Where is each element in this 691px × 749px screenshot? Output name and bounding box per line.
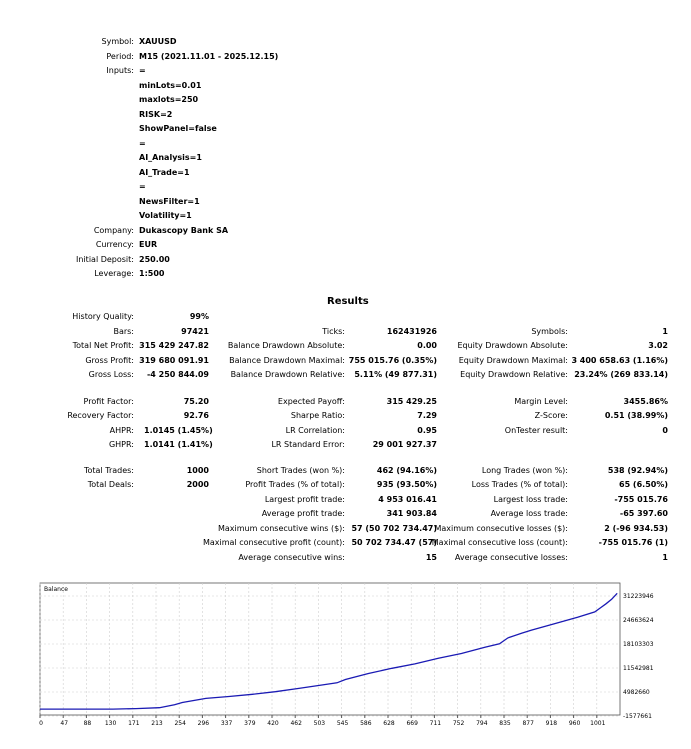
y-axis xyxy=(623,593,654,720)
stat-value: 538 (92.94%) xyxy=(607,466,668,475)
stat-label: Maximal consecutive loss (count): xyxy=(431,538,568,547)
stat-label: Bars: xyxy=(113,327,134,336)
stat-value: 0.95 xyxy=(417,426,437,435)
currency-value: EUR xyxy=(139,240,158,249)
stat-label: Equity Drawdown Absolute: xyxy=(457,341,568,350)
stat-label: Total Deals: xyxy=(87,480,134,489)
period-value: M15 (2021.11.01 - 2025.12.15) xyxy=(139,52,279,61)
stat-value: -755 015.76 (1) xyxy=(598,538,668,547)
stat-label: Equity Drawdown Maximal: xyxy=(458,356,568,365)
results-title: Results xyxy=(327,296,369,307)
stat-value: 50 702 734.47 (57) xyxy=(351,538,437,547)
x-tick-label: 711 xyxy=(429,720,442,727)
input-param: RISK=2 xyxy=(139,110,173,119)
x-tick-label: 545 xyxy=(336,720,349,727)
y-tick-label: 4982660 xyxy=(623,689,650,696)
stat-value: 1 xyxy=(662,327,668,336)
x-tick-label: 47 xyxy=(60,720,69,727)
stat-value: 319 680 091.91 xyxy=(139,356,209,365)
stat-value: 15 xyxy=(425,553,437,562)
stat-value: 341 903.84 xyxy=(386,509,437,518)
input-param: NewsFilter=1 xyxy=(139,197,200,206)
x-tick-label: 462 xyxy=(290,720,302,727)
stat-label: Margin Level: xyxy=(514,397,568,406)
stat-label: Symbols: xyxy=(531,327,568,336)
inputs-label: Inputs: xyxy=(106,66,134,75)
x-tick-label: 794 xyxy=(476,720,488,727)
y-tick-label: 31223946 xyxy=(623,593,654,600)
x-tick-label: 918 xyxy=(545,720,558,727)
company-label: Company: xyxy=(93,226,134,235)
stat-value: 65 (6.50%) xyxy=(619,480,668,489)
stat-label: Maximum consecutive losses ($): xyxy=(434,524,568,533)
x-tick-label: 0 xyxy=(39,720,43,727)
y-tick-label: 18103303 xyxy=(623,641,654,648)
stat-label: Gross Profit: xyxy=(85,356,134,365)
stat-value: 7.29 xyxy=(417,411,437,420)
input-param: = xyxy=(139,182,146,191)
stat-value: -65 397.60 xyxy=(619,509,668,518)
x-tick-label: 337 xyxy=(220,720,233,727)
input-param: maxlots=250 xyxy=(139,95,199,104)
stat-value: 3455.86% xyxy=(623,397,668,406)
stat-label: Recovery Factor: xyxy=(67,411,134,420)
stat-value: 1 xyxy=(662,553,668,562)
x-tick-label: 503 xyxy=(313,720,326,727)
stat-value: 97421 xyxy=(181,327,209,336)
stat-value: 0.51 (38.99%) xyxy=(604,411,668,420)
stat-value: 315 429.25 xyxy=(386,397,437,406)
y-tick-label: 11542981 xyxy=(623,665,654,672)
stat-label: LR Standard Error: xyxy=(271,440,345,449)
symbol-label: Symbol: xyxy=(101,37,134,46)
stat-value: 935 (93.50%) xyxy=(376,480,437,489)
x-tick-label: 586 xyxy=(360,720,372,727)
stat-label: Balance Drawdown Relative: xyxy=(230,370,345,379)
stat-value: 315 429 247.82 xyxy=(139,341,209,350)
stat-label: OnTester result: xyxy=(504,426,568,435)
x-tick-label: 171 xyxy=(128,720,140,727)
stat-label: Maximum consecutive wins ($): xyxy=(217,524,345,533)
stat-value: 4 953 016.41 xyxy=(378,495,437,504)
symbol-value: XAUUSD xyxy=(139,37,177,46)
inputs-value: = xyxy=(139,66,146,75)
chart-plot-area xyxy=(40,583,620,715)
x-tick-label: 420 xyxy=(267,720,279,727)
input-param: minLots=0.01 xyxy=(139,81,202,90)
x-tick-label: 628 xyxy=(383,720,395,727)
stat-value: 1000 xyxy=(186,466,209,475)
x-tick-label: 835 xyxy=(499,720,511,727)
x-tick-label: 752 xyxy=(452,720,465,727)
chart-title: Balance xyxy=(44,586,68,593)
stat-label: Average consecutive wins: xyxy=(238,553,345,562)
x-tick-label: 296 xyxy=(197,720,210,727)
stat-label: Average loss trade: xyxy=(490,509,568,518)
x-tick-label: 960 xyxy=(568,720,581,727)
stat-label: Total Trades: xyxy=(84,466,134,475)
stat-label: Profit Factor: xyxy=(83,397,134,406)
leverage-value: 1:500 xyxy=(139,269,165,278)
x-tick-label: 669 xyxy=(406,720,418,727)
stat-label: Long Trades (won %): xyxy=(481,466,568,475)
x-tick-label: 379 xyxy=(244,720,256,727)
x-axis xyxy=(39,715,606,727)
stat-label: Loss Trades (% of total): xyxy=(471,480,568,489)
stat-label: Z-Score: xyxy=(534,411,568,420)
stat-label: Balance Drawdown Absolute: xyxy=(227,341,345,350)
stat-value: 2 (-96 934.53) xyxy=(604,524,668,533)
stat-label: Gross Loss: xyxy=(88,370,134,379)
stat-label: History Quality: xyxy=(72,312,134,321)
stat-value: 57 (50 702 734.47) xyxy=(351,524,437,533)
x-tick-label: 877 xyxy=(522,720,534,727)
input-param: AI_Trade=1 xyxy=(139,168,190,177)
stat-value: 1.0141 (1.41%) xyxy=(144,440,213,449)
stat-label: LR Correlation: xyxy=(285,426,345,435)
stat-label: Maximal consecutive profit (count): xyxy=(202,538,345,547)
company-value: Dukascopy Bank SA xyxy=(139,226,229,235)
stat-label: Profit Trades (% of total): xyxy=(245,480,345,489)
deposit-value: 250.00 xyxy=(139,255,170,264)
input-param: AI_Analysis=1 xyxy=(139,153,202,162)
input-param: Volatility=1 xyxy=(139,211,192,220)
deposit-label: Initial Deposit: xyxy=(76,255,134,264)
x-tick-label: 213 xyxy=(151,720,163,727)
stat-label: Balance Drawdown Maximal: xyxy=(229,356,345,365)
currency-label: Currency: xyxy=(95,240,134,249)
stat-value: 29 001 927.37 xyxy=(372,440,437,449)
x-tick-label: 130 xyxy=(104,720,117,727)
stat-label: GHPR: xyxy=(108,440,134,449)
input-param: = xyxy=(139,139,146,148)
stat-value: 2000 xyxy=(186,480,209,489)
stat-value: 755 015.76 (0.35%) xyxy=(348,356,437,365)
stat-value: 5.11% (49 877.31) xyxy=(354,370,437,379)
y-tick-label: -1577661 xyxy=(623,713,652,720)
stat-value: 23.24% (269 833.14) xyxy=(574,370,668,379)
x-tick-label: 88 xyxy=(83,720,92,727)
input-param: ShowPanel=false xyxy=(139,124,217,133)
stat-value: 92.76 xyxy=(183,411,209,420)
stat-value: 3.02 xyxy=(648,341,668,350)
x-tick-label: 254 xyxy=(174,720,186,727)
stat-value: -755 015.76 xyxy=(614,495,668,504)
x-tick-label: 1001 xyxy=(590,720,606,727)
stat-label: Equity Drawdown Relative: xyxy=(460,370,568,379)
stat-label: Total Net Profit: xyxy=(72,341,134,350)
stat-value: 0 xyxy=(662,426,668,435)
stat-label: Average profit trade: xyxy=(261,509,345,518)
stat-value: 99% xyxy=(189,312,209,321)
stat-value: 1.0145 (1.45%) xyxy=(144,426,213,435)
stat-label: Expected Payoff: xyxy=(277,397,345,406)
stat-label: Ticks: xyxy=(322,327,345,336)
stat-value: 462 (94.16%) xyxy=(376,466,437,475)
stat-label: Largest profit trade: xyxy=(264,495,345,504)
stat-value: 0.00 xyxy=(417,341,437,350)
stat-label: Average consecutive losses: xyxy=(454,553,568,562)
y-tick-label: 24663624 xyxy=(623,617,654,624)
stat-value: -4 250 844.09 xyxy=(146,370,209,379)
stat-value: 3 400 658.63 (1.16%) xyxy=(571,356,668,365)
stat-label: Largest loss trade: xyxy=(493,495,568,504)
stat-label: AHPR: xyxy=(109,426,134,435)
period-label: Period: xyxy=(106,52,134,61)
stat-value: 75.20 xyxy=(183,397,209,406)
stat-value: 162431926 xyxy=(386,327,437,336)
stat-label: Short Trades (won %): xyxy=(256,466,345,475)
stat-label: Sharpe Ratio: xyxy=(290,411,345,420)
leverage-label: Leverage: xyxy=(94,269,134,278)
